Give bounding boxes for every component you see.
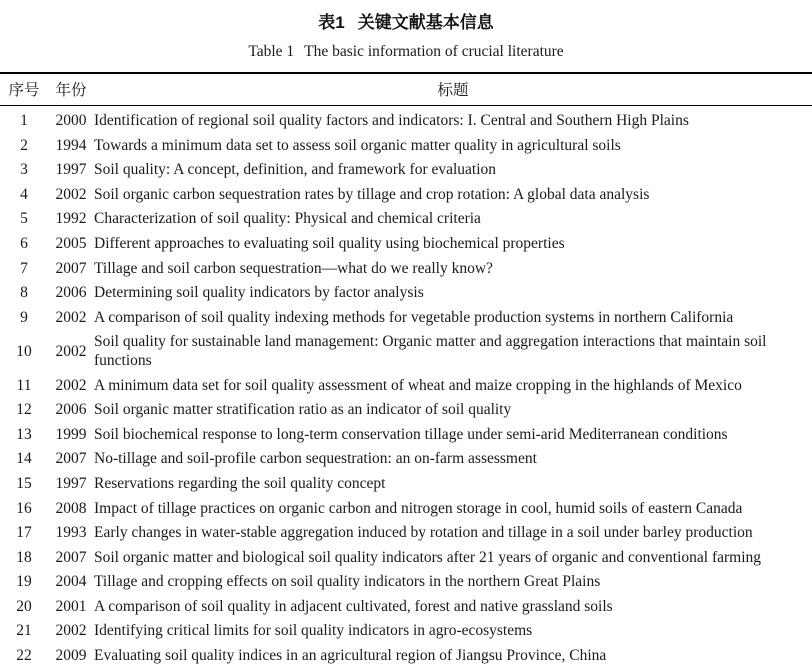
table-row [0, 207, 812, 232]
table-row [0, 472, 812, 497]
row-year-cell: 2009 [55, 647, 87, 665]
row-title-cell: Impact of tillage practices on organic carbon and nitrogen storage in cool, humid soils of eastern Canada [94, 499, 743, 517]
row-number-cell: 14 [16, 450, 32, 468]
row-number-cell: 8 [20, 284, 28, 302]
row-year-cell: 2006 [55, 284, 87, 302]
table-caption-chinese-label: 表1 [318, 13, 345, 32]
table-caption-english-label: Table 1 [248, 43, 295, 60]
table-row [0, 281, 812, 306]
row-number-cell: 13 [16, 425, 32, 443]
row-title-cell: Towards a minimum data set to assess soil organic matter quality in agricultural soils [94, 136, 621, 154]
row-year-cell: 2005 [55, 234, 87, 252]
row-title-cell: Tillage and cropping effects on soil quality indicators in the northern Great Plains [94, 573, 601, 591]
row-number-cell: 7 [20, 259, 28, 277]
table-row [0, 374, 812, 399]
row-number-cell: 6 [20, 234, 28, 252]
row-title-cell: Tillage and soil carbon sequestration—what do we really know? [94, 259, 493, 277]
row-number-cell: 4 [20, 185, 28, 203]
row-number-cell: 3 [20, 161, 28, 179]
row-title-cell: Soil quality for sustainable land management: Organic matter and aggregation interactions that maintain soil functions [94, 333, 767, 369]
row-number-cell: 1 [20, 112, 28, 129]
row-title-cell: Evaluating soil quality indices in an agricultural region of Jiangsu Province, China [94, 647, 607, 665]
table-row [0, 158, 812, 183]
table-row [0, 644, 812, 669]
table-caption-chinese-text: 关键文献基本信息 [357, 13, 494, 32]
row-year-cell: 2007 [55, 259, 87, 277]
table-row [0, 330, 812, 373]
table-row [0, 232, 812, 257]
table-row [0, 106, 812, 134]
row-year-cell: 1994 [55, 136, 87, 154]
row-year-cell: 2002 [55, 185, 87, 203]
table-caption-english [0, 41, 812, 63]
row-title-cell: A comparison of soil quality indexing methods for vegetable production systems in northern California [94, 308, 734, 326]
row-number-cell: 9 [20, 308, 28, 326]
row-title-cell: Soil quality: A concept, definition, and framework for evaluation [94, 161, 497, 179]
row-year-cell: 2004 [55, 573, 87, 591]
row-year-cell: 1993 [55, 524, 87, 542]
table-row [0, 595, 812, 620]
table-row [0, 423, 812, 448]
row-number-cell: 19 [16, 573, 32, 591]
table-caption-english-text: The basic information of crucial literature [304, 43, 564, 60]
row-title-cell: Soil organic matter and biological soil quality indicators after 21 years of organic and conventional farming [94, 548, 762, 566]
row-year-cell: 2002 [55, 342, 87, 360]
row-number-cell: 20 [16, 597, 32, 615]
table-caption-chinese [0, 11, 812, 35]
row-year-cell: 2002 [55, 376, 87, 394]
row-year-cell: 2008 [55, 499, 87, 517]
row-year-cell: 2007 [55, 548, 87, 566]
row-year-cell: 2002 [55, 622, 87, 640]
table-row [0, 183, 812, 208]
table-row [0, 619, 812, 644]
column-header-title: 标题 [437, 82, 469, 99]
table-row [0, 134, 812, 159]
table-row [0, 497, 812, 522]
row-number-cell: 17 [16, 524, 32, 542]
table-header-row [0, 73, 812, 106]
row-year-cell: 2002 [55, 308, 87, 326]
row-title-cell: Soil organic matter stratification ratio as an indicator of soil quality [94, 401, 512, 419]
table-row [0, 447, 812, 472]
row-year-cell: 1997 [55, 161, 87, 179]
row-number-cell: 5 [20, 210, 28, 228]
row-year-cell: 2001 [55, 597, 87, 615]
row-number-cell: 21 [16, 622, 32, 640]
row-year-cell: 1997 [55, 474, 87, 492]
table-row [0, 546, 812, 571]
row-number-cell: 18 [16, 548, 32, 566]
row-title-cell: Reservations regarding the soil quality concept [94, 474, 386, 492]
row-title-cell: A minimum data set for soil quality assessment of wheat and maize cropping in the highlands of Mexico [94, 376, 742, 394]
table-row [0, 570, 812, 595]
table-row [0, 398, 812, 423]
row-year-cell: 1999 [55, 425, 87, 443]
row-number-cell: 22 [16, 647, 32, 665]
row-year-cell: 2007 [55, 450, 87, 468]
row-number-cell: 12 [16, 401, 32, 419]
table-row [0, 521, 812, 546]
row-title-cell: Characterization of soil quality: Physical and chemical criteria [94, 210, 481, 228]
literature-table [0, 72, 812, 669]
row-title-cell: Early changes in water-stable aggregation induced by rotation and tillage in a soil under barley production [94, 524, 753, 542]
table-header [0, 73, 812, 106]
row-number-cell: 2 [20, 136, 28, 154]
row-number-cell: 11 [16, 376, 32, 394]
row-title-cell: No-tillage and soil-profile carbon sequestration: an on-farm assessment [94, 450, 537, 468]
table-row [0, 257, 812, 282]
row-number-cell: 15 [16, 474, 32, 492]
table-body [0, 106, 812, 669]
row-year-cell: 2000 [55, 112, 87, 129]
column-header-number: 序号 [8, 82, 40, 99]
row-title-cell: Identification of regional soil quality factors and indicators: I. Central and Southern High Plains [94, 112, 689, 129]
row-title-cell: A comparison of soil quality in adjacent cultivated, forest and native grassland soils [94, 597, 613, 615]
row-title-cell: Determining soil quality indicators by factor analysis [94, 284, 424, 302]
row-title-cell: Soil organic carbon sequestration rates by tillage and crop rotation: A global data analysis [94, 185, 650, 203]
row-title-cell: Identifying critical limits for soil quality indicators in agro-ecosystems [94, 622, 533, 640]
row-number-cell: 10 [16, 342, 32, 360]
row-number-cell: 16 [16, 499, 32, 517]
column-header-year: 年份 [55, 82, 87, 99]
row-year-cell: 1992 [55, 210, 87, 228]
row-title-cell: Soil biochemical response to long-term conservation tillage under semi-arid Mediterranean conditions [94, 425, 728, 443]
row-year-cell: 2006 [55, 401, 87, 419]
row-title-cell: Different approaches to evaluating soil quality using biochemical properties [94, 234, 565, 252]
table-row [0, 306, 812, 331]
